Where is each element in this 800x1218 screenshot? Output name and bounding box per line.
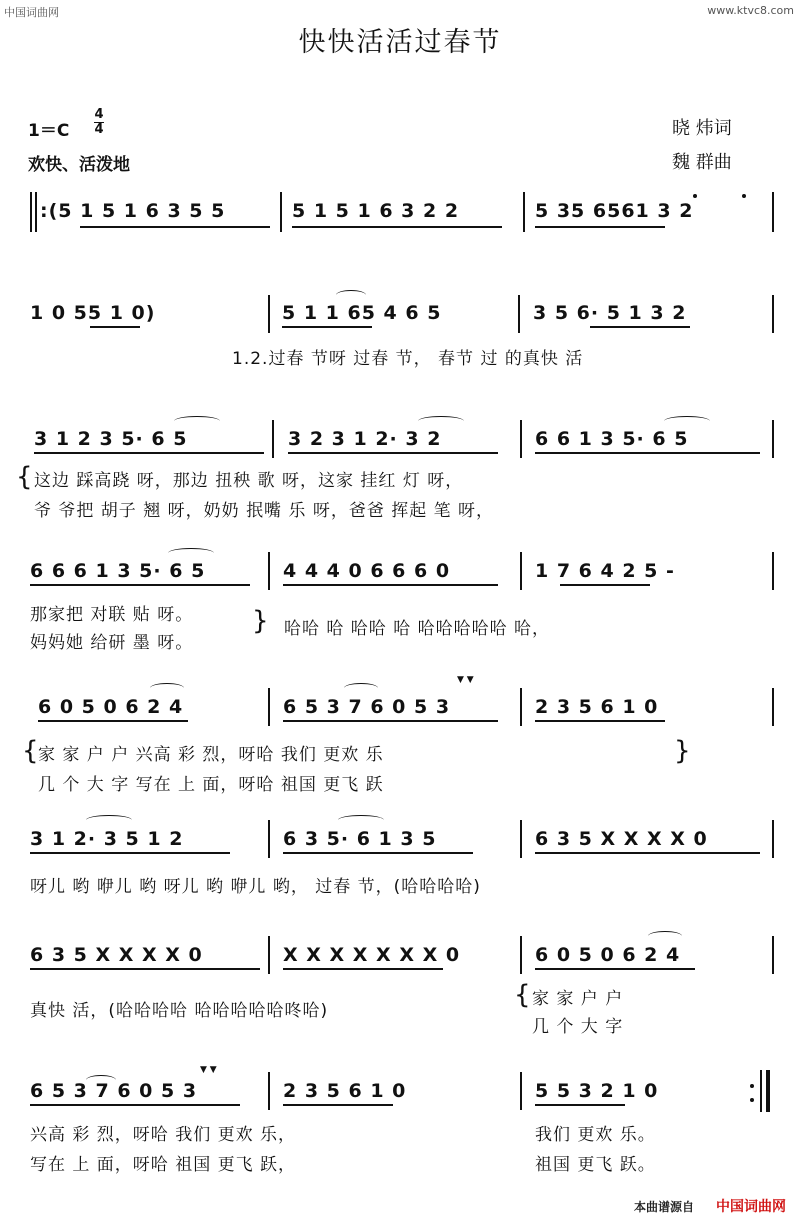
barline (772, 936, 774, 974)
measure-2: 3 2 3 1 2· 3 2 (288, 428, 442, 450)
lyric-verse-2: 几 个 大 字 写在 上 面，呀哈 祖国 更飞 跃 (38, 775, 384, 795)
measure-2: 6 3 5· 6 1 3 5 (283, 828, 437, 850)
footer-label: 本曲谱源自 (634, 1200, 695, 1214)
barline (518, 295, 520, 333)
verse-brace: { (22, 736, 39, 766)
barline (772, 688, 774, 726)
measure-1: :(5 1 5 1 6 3 5 5 (40, 200, 226, 222)
verse-brace: { (514, 980, 531, 1010)
slur (338, 815, 384, 825)
lyric-line-1: 呀儿 哟 咿儿 哟 呀儿 哟 咿儿 哟， 过春 节，(哈哈哈哈) (30, 877, 481, 897)
barline (268, 552, 270, 590)
measure-2: 5 1 5 1 6 3 2 2 (292, 200, 460, 222)
song-title: 快快活活过春节 (298, 27, 502, 58)
barline (520, 552, 522, 590)
measure-3: 1 7 6 4 2 5 - (535, 560, 675, 582)
tempo-marking: 欢快、活泼地 (28, 155, 130, 175)
lyric-verse-1: 这边 踩高跷 呀，那边 扭秧 歌 呀，这家 挂红 灯 呀， (34, 471, 464, 491)
beam (90, 326, 140, 328)
accent-mark: ▼ ▼ (457, 675, 474, 685)
beam (80, 226, 270, 228)
beam (292, 226, 502, 228)
barline (268, 688, 270, 726)
measure-2: 5 1 1 65 4 6 5 (282, 302, 442, 324)
measure-1: 6 6 6 1 3 5· 6 5 (30, 560, 206, 582)
lyric-verse-2: 爷 爷把 胡子 翘 呀，奶奶 抿嘴 乐 呀，爸爸 挥起 笔 呀， (34, 501, 495, 521)
lyric-verse-2: 写在 上 面，呀哈 祖国 更飞 跃， (30, 1155, 297, 1175)
barline (520, 688, 522, 726)
measure-3: 3 5 6· 5 1 3 2 (533, 302, 687, 324)
beam (30, 584, 250, 586)
beam (535, 226, 665, 228)
lyric-verse-1: 那家把 对联 贴 呀。 (30, 605, 194, 625)
barline (523, 192, 525, 232)
composer: 魏 群曲 (672, 152, 732, 173)
barline (268, 936, 270, 974)
slur (418, 416, 464, 426)
barline (280, 192, 282, 232)
barline (760, 1070, 762, 1112)
beam (535, 720, 665, 722)
lyric-verse-1: 兴高 彩 烈，呀哈 我们 更欢 乐， (30, 1125, 297, 1145)
verse-brace: } (252, 606, 269, 636)
barline (35, 192, 37, 232)
lyric-verse-2: 几 个 大 字 (532, 1017, 624, 1037)
measure-3: 2 3 5 6 1 0 (535, 696, 659, 718)
measure-2: X X X X X X X 0 (283, 944, 461, 966)
beam (535, 452, 760, 454)
repeat-dot (750, 1098, 754, 1102)
slur (168, 548, 214, 558)
measure-2: 2 3 5 6 1 0 (283, 1080, 407, 1102)
beam (34, 452, 264, 454)
barline (772, 820, 774, 858)
slur (344, 683, 378, 693)
beam (535, 852, 760, 854)
beam (283, 1104, 393, 1106)
barline (268, 1072, 270, 1110)
beam (288, 452, 498, 454)
barline (772, 552, 774, 590)
measure-3: 6 0 5 0 6 2 4 (535, 944, 681, 966)
time-signature: 4 4 (94, 107, 104, 137)
verse-brace: { (16, 462, 33, 492)
barline (772, 420, 774, 458)
barline (772, 295, 774, 333)
lyric-verse-1: 家 家 户 户 兴高 彩 烈，呀哈 我们 更欢 乐 (38, 745, 384, 765)
barline (520, 420, 522, 458)
watermark-right: www.ktvc8.com (707, 4, 794, 17)
measure-1: 3 1 2 3 5· 6 5 (34, 428, 188, 450)
lyric-verse-1: 家 家 户 户 (532, 989, 624, 1009)
lyric-chorus: 哈哈 哈 哈哈 哈 哈哈哈哈哈 哈， (284, 619, 551, 639)
measure-1: 1 0 55 1 0) (30, 302, 156, 324)
key-signature: 1＝C (28, 121, 70, 141)
octave-dot (693, 194, 697, 198)
beam (560, 584, 650, 586)
lyric-line-1: 1.2.过春 节呀 过春 节， 春节 过 的真快 活 (232, 349, 584, 369)
verse-brace: } (674, 736, 691, 766)
measure-1: 3 1 2· 3 5 1 2 (30, 828, 184, 850)
beam (38, 720, 188, 722)
measure-1: 6 5 3 7 6 0 5 3 (30, 1080, 198, 1102)
measure-3: 5 35 6561 3 2 (535, 200, 694, 222)
beam (30, 852, 230, 854)
repeat-dot (750, 1084, 754, 1088)
lyricist: 晓 炜词 (672, 118, 732, 139)
beam (283, 584, 498, 586)
beam (590, 326, 690, 328)
measure-3: 5 5 3 2 1 0 (535, 1080, 659, 1102)
barline (772, 192, 774, 232)
beam (30, 968, 260, 970)
measure-3: 6 3 5 X X X X 0 (535, 828, 708, 850)
measure-2: 6 5 3 7 6 0 5 3 (283, 696, 451, 718)
lyric-ending-2: 祖国 更飞 跃。 (535, 1155, 656, 1175)
measure-1: 6 3 5 X X X X 0 (30, 944, 203, 966)
barline (30, 192, 32, 232)
barline (520, 820, 522, 858)
slur (150, 683, 184, 693)
barline (520, 1072, 522, 1110)
beam (283, 968, 443, 970)
final-barline (766, 1070, 770, 1112)
barline (268, 820, 270, 858)
measure-2: 4 4 4 0 6 6 6 0 (283, 560, 451, 582)
lyric-ending-1: 我们 更欢 乐。 (535, 1125, 656, 1145)
beam (535, 1104, 625, 1106)
beam (283, 720, 498, 722)
barline (520, 936, 522, 974)
watermark-left: 中国词曲网 (4, 6, 59, 19)
beam (282, 326, 372, 328)
slur (174, 416, 220, 426)
lyric-line-1: 真快 活，(哈哈哈哈 哈哈哈哈哈咚哈) (30, 1001, 329, 1021)
barline (268, 295, 270, 333)
slur (664, 416, 710, 426)
measure-1: 6 0 5 0 6 2 4 (38, 696, 184, 718)
accent-mark: ▼ ▼ (200, 1065, 217, 1075)
slur (648, 931, 682, 941)
octave-dot (742, 194, 746, 198)
beam (535, 968, 695, 970)
barline (272, 420, 274, 458)
beam (30, 1104, 240, 1106)
slur (336, 290, 366, 300)
beam (283, 852, 473, 854)
measure-3: 6 6 1 3 5· 6 5 (535, 428, 689, 450)
slur (86, 815, 132, 825)
lyric-verse-2: 妈妈她 给研 墨 呀。 (30, 633, 194, 653)
footer-site: 中国词曲网 (716, 1199, 786, 1215)
slur (86, 1075, 116, 1085)
